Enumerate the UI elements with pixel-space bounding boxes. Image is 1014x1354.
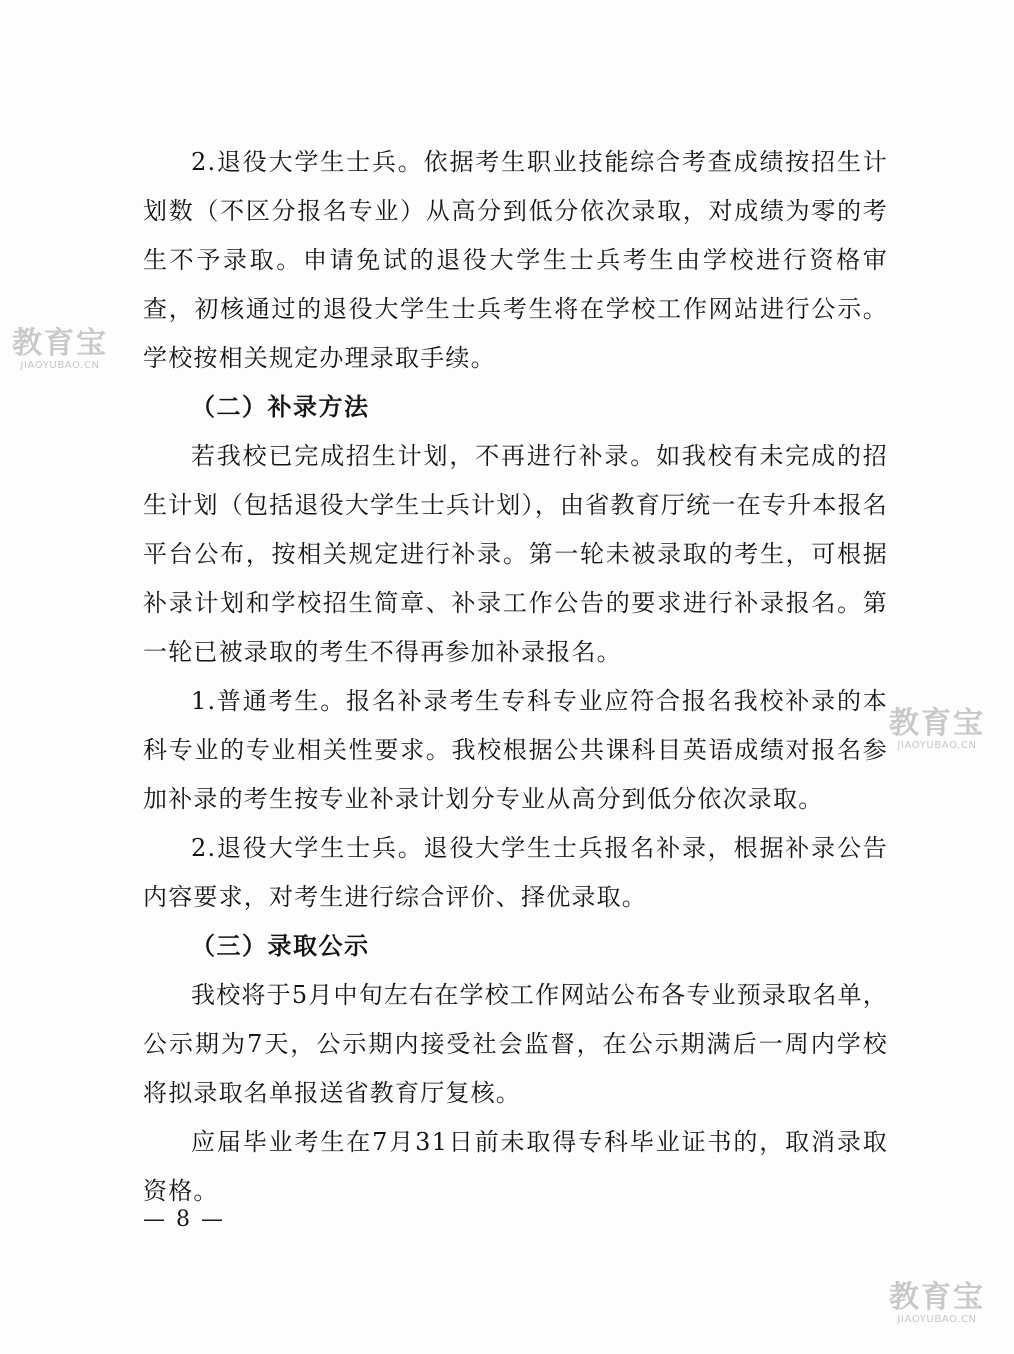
watermark-url: JIAOYUBAO.CN: [897, 1314, 977, 1325]
watermark-text: 教育宝: [889, 706, 985, 741]
paragraph-veteran-supplementary: 2.退役大学生士兵。退役大学生士兵报名补录，根据补录公告内容要求，对考生进行综合评价、择优录取。: [143, 834, 888, 911]
paragraph-diploma-deadline: 应届毕业考生在7月31日前未取得专科毕业证书的，取消录取资格。: [143, 1128, 888, 1205]
paragraph-regular-candidates: 1.普通考生。报名补录考生专科专业应符合报名我校补录的本科专业的专业相关性要求。我校根据公共课科目英语成绩对报名参加补录的考生按专业补录计划分专业从高分到低分依次录取。: [143, 687, 888, 813]
heading-admission-publicity: （三）录取公示: [191, 932, 370, 960]
watermark-url: JIAOYUBAO.CN: [20, 360, 100, 371]
paragraph-supplementary-overview: 若我校已完成招生计划，不再进行补录。如我校有未完成的招生计划（包括退役大学生士兵计划），由省教育厅统一在专升本报名平台公布，按相关规定进行补录。第一轮未被录取的考生，可根据补录计划和学校招生简章、补录工作公告的要求进行补录报名。第一轮已被录取的考生不得再参加补录报名。: [143, 442, 888, 666]
watermark-text: 教育宝: [889, 1280, 985, 1315]
watermark-logo: [872, 1282, 1002, 1326]
watermark-logo: [0, 328, 125, 372]
watermark-logo: [872, 708, 1002, 752]
heading-supplementary-method: （二）补录方法: [191, 393, 370, 421]
watermark-url: JIAOYUBAO.CN: [897, 740, 977, 751]
page-number: — 8 —: [143, 1207, 225, 1232]
watermark-text: 教育宝: [12, 326, 108, 361]
document-body: [143, 138, 888, 1216]
paragraph-veteran-admission: 2.退役大学生士兵。依据考生职业技能综合考查成绩按招生计划数（不区分报名专业）从高分到低分依次录取，对成绩为零的考生不予录取。申请免试的退役大学生士兵考生由学校进行资格审查，初核通过的退役大学生士兵考生将在学校工作网站进行公示。学校按相关规定办理录取手续。: [143, 148, 888, 372]
paragraph-publicity-period: 我校将于5月中旬左右在学校工作网站公布各专业预录取名单，公示期为7天，公示期内接受社会监督，在公示期满后一周内学校将拟录取名单报送省教育厅复核。: [143, 981, 888, 1107]
